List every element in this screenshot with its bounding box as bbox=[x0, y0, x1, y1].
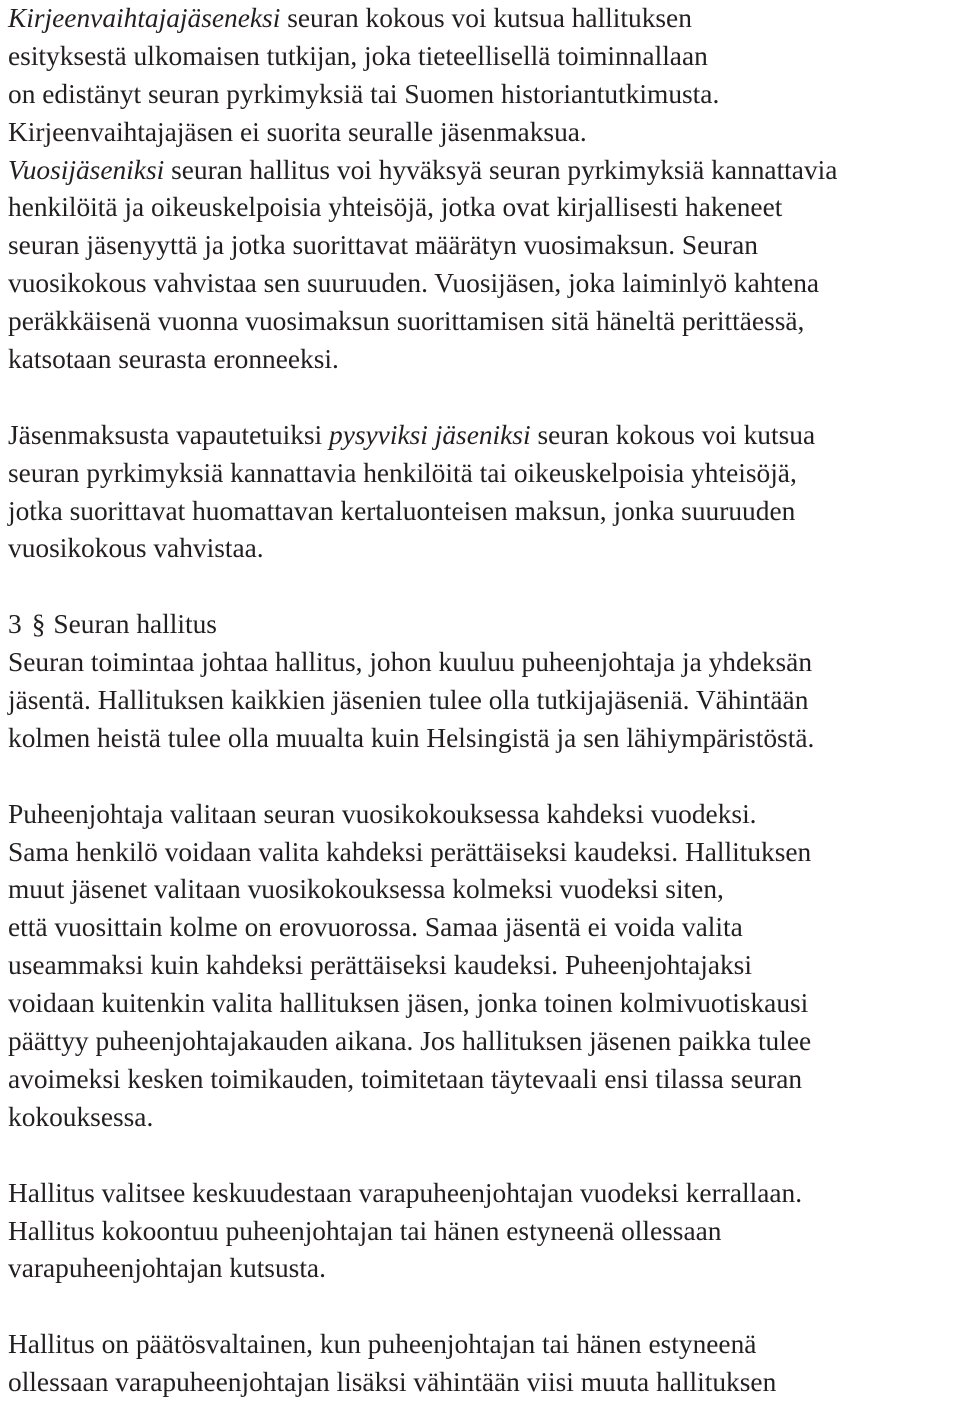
paragraph-vice-chair bbox=[8, 1175, 956, 1289]
paragraph-member-categories bbox=[8, 0, 956, 379]
text-line: vuosikokous vahvistaa sen suuruuden. Vuosijäsen, joka laiminlyö kahtena bbox=[8, 268, 820, 299]
text-line: varapuheenjohtajan kutsusta. bbox=[8, 1253, 326, 1284]
paragraph-chair-election bbox=[8, 796, 956, 1137]
text-line: Hallitus on päätösvaltainen, kun puheenjohtajan tai hänen estyneenä bbox=[8, 1329, 757, 1360]
text-line: avoimeksi kesken toimikauden, toimitetaan täytevaali ensi tilassa seuran bbox=[8, 1063, 803, 1094]
text-line: useammaksi kuin kahdeksi perättäiseksi kaudeksi. Puheenjohtajaksi bbox=[8, 950, 752, 981]
text-line: on edistänyt seuran pyrkimyksiä tai Suomen historiantutkimusta. bbox=[8, 78, 720, 109]
italic-term: Kirjeenvaihtajajäseneksi bbox=[8, 3, 281, 33]
text-line: jäsentä. Hallituksen kaikkien jäsenien tulee olla tutkijajäseniä. Vähintään bbox=[8, 685, 809, 716]
text-line: vuosikokous vahvistaa. bbox=[8, 533, 264, 564]
section-number: 3 bbox=[8, 609, 22, 640]
section-title: Seuran hallitus bbox=[53, 609, 217, 640]
document-page bbox=[8, 0, 956, 1402]
text-line: kolmen heistä tulee olla muualta kuin Helsingistä ja sen lähiympäristöstä. bbox=[8, 722, 815, 753]
text-line: jotka suorittavat huomattavan kertaluonteisen maksun, jonka suuruuden bbox=[8, 495, 796, 526]
text-line: Hallitus kokoontuu puheenjohtajan tai hänen estyneenä ollessaan bbox=[8, 1215, 722, 1246]
text-line: voidaan kuitenkin valita hallituksen jäsen, jonka toinen kolmivuotiskausi bbox=[8, 988, 809, 1019]
text-line: seuran jäsenyyttä ja jotka suorittavat määrätyn vuosimaksun. Seuran bbox=[8, 230, 758, 261]
text-line: päättyy puheenjohtajakauden aikana. Jos hallituksen jäsenen paikka tulee bbox=[8, 1026, 812, 1057]
text-line: peräkkäisenä vuonna vuosimaksun suorittamisen sitä häneltä perittäessä, bbox=[8, 306, 805, 337]
text-line: katsotaan seurasta eronneeksi. bbox=[8, 344, 339, 375]
text-line: Kirjeenvaihtajajäseneksi seuran kokous voi kutsua hallituksen bbox=[8, 3, 692, 33]
paragraph-quorum bbox=[8, 1326, 956, 1402]
text-line: Jäsenmaksusta vapautetuiksi pysyviksi jäseniksi seuran kokous voi kutsua bbox=[8, 419, 816, 450]
paragraph-gap bbox=[8, 568, 956, 606]
text-line: Kirjeenvaihtajajäsen ei suorita seuralle jäsenmaksua. bbox=[8, 116, 587, 147]
text-line: Sama henkilö voidaan valita kahdeksi perättäiseksi kaudeksi. Hallituksen bbox=[8, 836, 812, 867]
italic-term: pysyviksi jäseniksi bbox=[329, 419, 531, 450]
paragraph-gap bbox=[8, 1288, 956, 1326]
paragraph-gap bbox=[8, 758, 956, 796]
text-line: muut jäsenet valitaan vuosikokouksessa kolmeksi vuodeksi siten, bbox=[8, 874, 724, 905]
text-line: kokouksessa. bbox=[8, 1101, 154, 1132]
section-3 bbox=[8, 606, 956, 758]
section-heading bbox=[8, 606, 956, 644]
paragraph-permanent-members bbox=[8, 417, 956, 569]
text-line: Puheenjohtaja valitaan seuran vuosikokouksessa kahdeksi vuodeksi. bbox=[8, 798, 757, 829]
text-line: seuran pyrkimyksiä kannattavia henkilöitä tai oikeuskelpoisia yhteisöjä, bbox=[8, 457, 797, 488]
paragraph-gap bbox=[8, 379, 956, 417]
text-line: Hallitus valitsee keskuudestaan varapuheenjohtajan vuodeksi kerrallaan. bbox=[8, 1177, 803, 1208]
text-line: ollessaan varapuheenjohtajan lisäksi vähintään viisi muuta hallituksen bbox=[8, 1367, 777, 1398]
italic-term: Vuosijäseniksi bbox=[8, 154, 165, 185]
text-line: henkilöitä ja oikeuskelpoisia yhteisöjä, jotka ovat kirjallisesti hakeneet bbox=[8, 192, 783, 223]
section-symbol: § bbox=[31, 609, 46, 640]
text-line: Vuosijäseniksi seuran hallitus voi hyväksyä seuran pyrkimyksiä kannattavia bbox=[8, 154, 838, 185]
paragraph-gap bbox=[8, 1137, 956, 1175]
text-line: että vuosittain kolme on erovuorossa. Samaa jäsentä ei voida valita bbox=[8, 912, 743, 943]
text-line: Seuran toimintaa johtaa hallitus, johon kuuluu puheenjohtaja ja yhdeksän bbox=[8, 647, 813, 678]
text-line: esityksestä ulkomaisen tutkijan, joka tieteellisellä toiminnallaan bbox=[8, 40, 708, 71]
